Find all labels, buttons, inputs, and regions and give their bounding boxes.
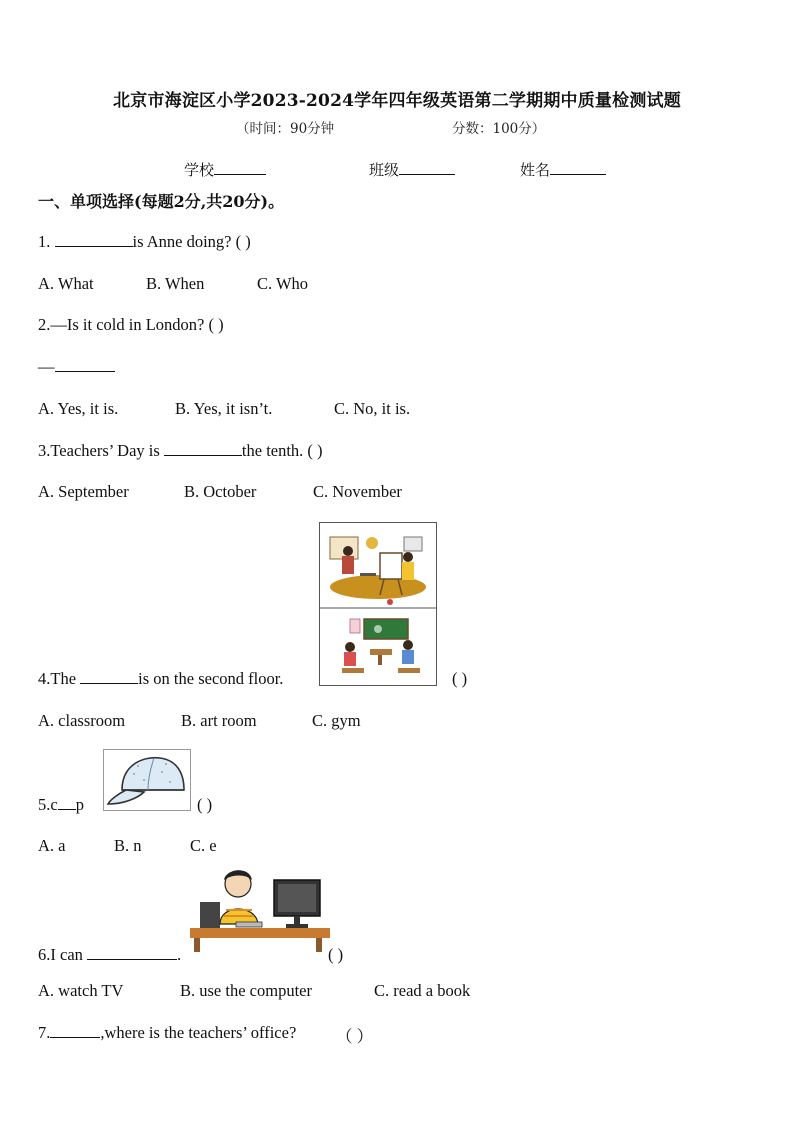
q3-prefix: 3.Teachers’ Day is	[38, 441, 164, 460]
boy-computer-icon	[190, 866, 330, 952]
q4-picture-frame	[319, 522, 437, 686]
q6-answer-paren[interactable]: ( )	[328, 945, 344, 964]
q4-blank[interactable]	[80, 669, 138, 684]
q2-option-b[interactable]: B. Yes, it isn’t.	[175, 399, 273, 418]
q5-option-c[interactable]: C. e	[190, 836, 217, 855]
exam-time: （时间：90分钟	[236, 121, 335, 137]
q5-answer-paren[interactable]: ( )	[197, 795, 213, 814]
q3-option-c[interactable]: C. November	[313, 482, 402, 501]
q7-answer-paren[interactable]: （ ）	[336, 1027, 374, 1046]
name-blank[interactable]	[550, 160, 606, 175]
q6-prefix: 6.I can	[38, 945, 88, 964]
q4-option-c[interactable]: C. gym	[312, 711, 361, 730]
computer-picture	[190, 866, 330, 952]
cap-icon	[104, 750, 190, 810]
exam-title: 北京市海淀区小学2023-2024学年四年级英语第二学期期中质量检测试题	[113, 91, 681, 111]
q4-option-a[interactable]: A. classroom	[38, 711, 126, 730]
q5-option-b[interactable]: B. n	[114, 836, 142, 855]
q4-text: is on the second floor.	[138, 669, 284, 688]
question-6	[38, 945, 181, 965]
q1-text: is Anne doing? ( )	[132, 232, 251, 251]
question-5	[38, 795, 84, 815]
q1-option-b[interactable]: B. When	[146, 274, 205, 293]
q5-prefix: 5.c	[38, 795, 58, 814]
q5-suffix: p	[75, 795, 84, 814]
school-blank[interactable]	[214, 160, 266, 175]
q1-option-a[interactable]: A. What	[38, 274, 94, 293]
class-field	[369, 159, 455, 180]
q2-option-a[interactable]: A. Yes, it is.	[38, 399, 119, 418]
q2-answer-line	[38, 357, 115, 377]
q4-scenes	[320, 523, 436, 685]
q6-option-a[interactable]: A. watch TV	[38, 981, 124, 1000]
classroom-scene	[342, 619, 420, 673]
q6-option-c[interactable]: C. read a book	[374, 981, 471, 1000]
q5-option-a[interactable]: A. a	[38, 836, 66, 855]
q5-blank[interactable]	[58, 795, 76, 810]
q1-prefix: 1.	[38, 232, 55, 251]
q7-blank[interactable]	[50, 1023, 100, 1038]
q3-option-b[interactable]: B. October	[184, 482, 257, 501]
question-3	[38, 441, 323, 461]
question-1	[38, 232, 251, 252]
q1-blank[interactable]	[55, 232, 133, 247]
q4-prefix: 4.The	[38, 669, 81, 688]
q6-suffix: .	[177, 945, 182, 964]
art-room-scene	[320, 523, 436, 607]
q4-option-b[interactable]: B. art room	[181, 711, 257, 730]
question-2: 2.—Is it cold in London? ( )	[38, 315, 224, 334]
section-heading: 一、单项选择(每题2分,共20分)。	[38, 192, 285, 211]
q3-option-a[interactable]: A. September	[38, 482, 129, 501]
q6-option-b[interactable]: B. use the computer	[180, 981, 312, 1000]
q6-blank[interactable]	[87, 945, 177, 960]
name-label: 姓名	[520, 161, 551, 179]
class-label: 班级	[369, 161, 400, 179]
q3-text: the tenth. ( )	[241, 441, 323, 460]
q2-option-c[interactable]: C. No, it is.	[334, 399, 411, 418]
q3-blank[interactable]	[164, 441, 242, 456]
q7-text: ,where is the teachers’ office?	[100, 1023, 297, 1042]
q4-answer-paren[interactable]: ( )	[452, 669, 468, 688]
q1-option-c[interactable]: C. Who	[257, 274, 309, 293]
school-label: 学校	[184, 161, 215, 179]
question-7	[38, 1023, 296, 1043]
cap-picture	[103, 749, 191, 811]
name-field	[520, 159, 606, 180]
q2-blank[interactable]	[55, 357, 115, 372]
exam-score: 分数：100分）	[452, 121, 546, 137]
school-field	[184, 159, 266, 180]
q7-prefix: 7.	[38, 1023, 51, 1042]
class-blank[interactable]	[399, 160, 455, 175]
q2-dash: —	[38, 357, 55, 376]
question-4	[38, 669, 283, 689]
